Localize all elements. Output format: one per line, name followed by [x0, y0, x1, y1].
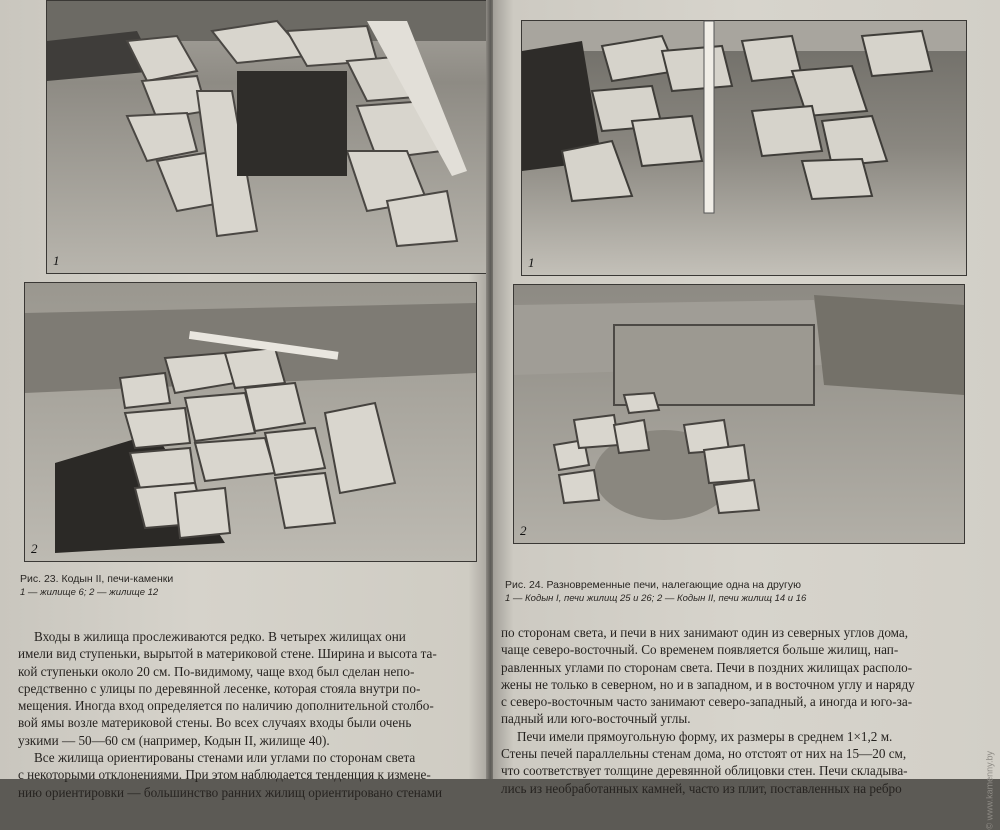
text-line: падный или юго-восточный углы.: [501, 711, 691, 727]
stone-oven-image: [514, 285, 964, 543]
text-line: что соответствует толщине деревянной облицовки стен. Печи складыва-: [501, 763, 908, 779]
text-line: чаще северо-восточный. Со временем появляется больше жилищ, нап-: [501, 642, 899, 658]
text-line: равленных углами по сторонам света. Печи в поздних жилищах располо-: [501, 659, 913, 675]
caption-title: Рис. 24. Разновременные печи, налегающие одна на другую: [505, 579, 801, 591]
right-photo-1: [521, 20, 967, 276]
photo-number: 1: [528, 255, 535, 270]
left-photo-2: [24, 282, 477, 562]
text-line: Все жилища ориентированы стенами или углами по сторонам света: [34, 750, 416, 766]
right-page: [493, 0, 1000, 830]
text-line: средственно с улицы по деревянной лесенке, которая стояла внутри по-: [18, 680, 421, 696]
stone-oven-image: [47, 1, 487, 273]
stone-oven-image: [522, 21, 966, 275]
caption-title: Рис. 23. Кодын II, печи-каменки: [20, 573, 174, 585]
caption-subtitle: 1 — жилище 6; 2 — жилище 12: [20, 587, 159, 598]
photo-number: 1: [53, 253, 60, 268]
text-line: с северо-восточным часто занимают северо-западный, а иногда и юго-за-: [501, 694, 913, 710]
caption-subtitle: 1 — Кодын I, печи жилищ 25 и 26; 2 — Кодын II, печи жилищ 14 и 16: [505, 593, 807, 604]
figure-caption: [505, 578, 985, 606]
figure-caption: [20, 572, 460, 600]
text-line: кой ступеньки около 20 см. По-видимому, чаще вход был сделан непо-: [18, 663, 415, 679]
left-photo-1: [46, 0, 488, 274]
photo-number: 2: [520, 523, 527, 538]
right-photo-2: [513, 284, 965, 544]
watermark: © www.kamenny.by: [984, 751, 994, 830]
text-line: с некоторыми отклонениями. При этом наблюдается тенденция к измене-: [18, 767, 431, 783]
body-text: [501, 624, 997, 797]
text-line: лись из необработанных камней, часто из плит, поставленных на ребро: [501, 780, 902, 796]
text-line: Стены печей параллельны стенам дома, но отстоят от них на 15—20 см,: [501, 746, 907, 762]
text-line: узкими — 50—60 см (например, Кодын II, жилище 40).: [18, 732, 330, 748]
stone-oven-image: [25, 283, 476, 561]
text-line: по сторонам света, и печи в них занимают один из северных углов дома,: [501, 625, 909, 640]
text-line: вой ямы возле материковой стены. Во всех случаях входы были очень: [18, 715, 412, 731]
text-line: нию ориентировки — большинство ранних жилищ ориентировано стенами: [18, 784, 443, 800]
text-line: Входы в жилища прослеживаются редко. В четырех жилищах они: [34, 629, 406, 644]
text-line: Печи имели прямоугольную форму, их размеры в среднем 1×1,2 м.: [517, 728, 893, 744]
photo-number: 2: [31, 541, 38, 556]
body-text: [18, 628, 490, 801]
text-line: мещения. Иногда вход определяется по наличию дополнительной столбо-: [18, 698, 434, 714]
left-page: [0, 0, 488, 800]
text-line: жены не только в северном, но и в западном, и в восточном углу и наряду: [501, 676, 915, 692]
text-line: имели вид ступеньки, вырытой в материковой стене. Ширина и высота та-: [18, 646, 437, 662]
